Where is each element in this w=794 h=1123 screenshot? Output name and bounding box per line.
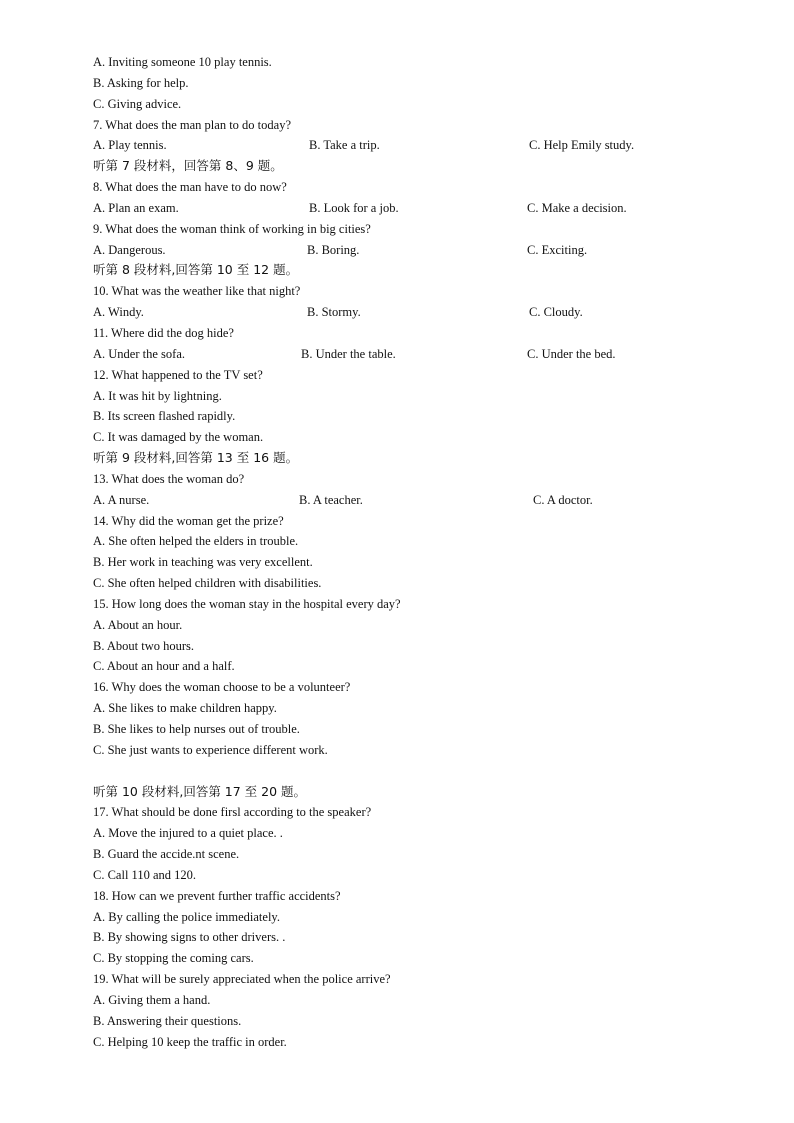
question-line: 18. How can we prevent further traffic accidents? xyxy=(93,888,341,903)
option-c: C. Cloudy. xyxy=(529,305,583,320)
option-c: C. Under the bed. xyxy=(527,346,616,361)
exam-page xyxy=(93,52,733,1053)
question-line: 13. What does the woman do? xyxy=(93,471,245,486)
question-line: 8. What does the man have to do now? xyxy=(93,180,287,195)
option-b: B. Look for a job. xyxy=(309,200,399,215)
section-heading: 听第 7 段材料，回答第 8、9 题。 xyxy=(93,158,283,174)
answer-line: C. By stopping the coming cars. xyxy=(93,951,254,966)
question-line: 17. What should be done firsl according to the speaker? xyxy=(93,805,372,820)
options-row xyxy=(93,302,733,323)
answer-line: B. Asking for help. xyxy=(93,75,189,90)
option-a: A. Dangerous. xyxy=(93,242,166,257)
answer-line: B. Guard the accide.nt scene. xyxy=(93,847,240,862)
answer-line: A. It was hit by lightning. xyxy=(93,388,222,403)
answer-line: C. Giving advice. xyxy=(93,96,182,111)
answer-line: C. It was damaged by the woman. xyxy=(93,430,264,445)
answer-line: A. Inviting someone 10 play tennis. xyxy=(93,55,272,69)
answer-line: C. Helping 10 keep the traffic in order. xyxy=(93,1034,287,1049)
options-row xyxy=(93,240,733,261)
option-b: B. Take a trip. xyxy=(309,138,380,153)
option-a: A. Play tennis. xyxy=(93,138,167,153)
option-c: C. Make a decision. xyxy=(527,200,627,215)
option-b: B. A teacher. xyxy=(299,492,363,507)
answer-line: B. By showing signs to other drivers. . xyxy=(93,930,286,945)
answer-line: A. By calling the police immediately. xyxy=(93,909,280,924)
option-b: B. Stormy. xyxy=(307,305,361,320)
answer-line: A. Move the injured to a quiet place. . xyxy=(93,826,283,841)
option-a: A. Plan an exam. xyxy=(93,200,179,215)
answer-line: C. Call 110 and 120. xyxy=(93,867,197,882)
answer-line: A. Giving them a hand. xyxy=(93,992,211,1007)
option-a: A. Under the sofa. xyxy=(93,346,185,361)
question-line: 12. What happened to the TV set? xyxy=(93,367,263,382)
option-c: C. Exciting. xyxy=(527,242,588,257)
question-line: 14. Why did the woman get the prize? xyxy=(93,513,284,528)
answer-line: B. About two hours. xyxy=(93,638,195,653)
answer-line: C. She just wants to experience different work. xyxy=(93,742,328,757)
answer-line: B. Its screen flashed rapidly. xyxy=(93,409,236,424)
blank-line xyxy=(93,761,733,782)
options-row xyxy=(93,344,733,365)
question-line: 7. What does the man plan to do today? xyxy=(93,117,291,132)
answer-line: C. She often helped children with disabilities. xyxy=(93,576,322,591)
question-line: 9. What does the woman think of working in big cities? xyxy=(93,221,371,236)
answer-line: A. She often helped the elders in trouble. xyxy=(93,534,299,549)
question-line: 15. How long does the woman stay in the hospital every day? xyxy=(93,596,401,611)
section-heading: 听第 8 段材料,回答第 10 至 12 题。 xyxy=(93,262,299,278)
options-row xyxy=(93,198,733,219)
answer-line: B. Her work in teaching was very excellent. xyxy=(93,555,313,570)
question-line: 16. Why does the woman choose to be a volunteer? xyxy=(93,680,351,695)
answer-line: B. Answering their questions. xyxy=(93,1013,242,1028)
option-c: C. A doctor. xyxy=(533,492,593,507)
answer-line: A. She likes to make children happy. xyxy=(93,701,277,716)
options-row xyxy=(93,135,733,156)
option-a: A. A nurse. xyxy=(93,492,150,507)
answer-line: C. About an hour and a half. xyxy=(93,659,235,674)
options-row xyxy=(93,490,733,511)
option-b: B. Under the table. xyxy=(301,346,396,361)
option-c: C. Help Emily study. xyxy=(529,138,635,153)
section-heading: 听第 10 段材料,回答第 17 至 20 题。 xyxy=(93,783,307,799)
section-heading: 听第 9 段材料,回答第 13 至 16 题。 xyxy=(93,450,299,466)
question-line: 19. What will be surely appreciated when the police arrive? xyxy=(93,972,391,987)
question-line: 10. What was the weather like that night? xyxy=(93,284,301,299)
option-b: B. Boring. xyxy=(307,242,360,257)
answer-line: B. She likes to help nurses out of trouble. xyxy=(93,722,300,736)
answer-line: A. About an hour. xyxy=(93,617,183,632)
question-line: 11. Where did the dog hide? xyxy=(93,325,234,340)
option-a: A. Windy. xyxy=(93,305,144,320)
